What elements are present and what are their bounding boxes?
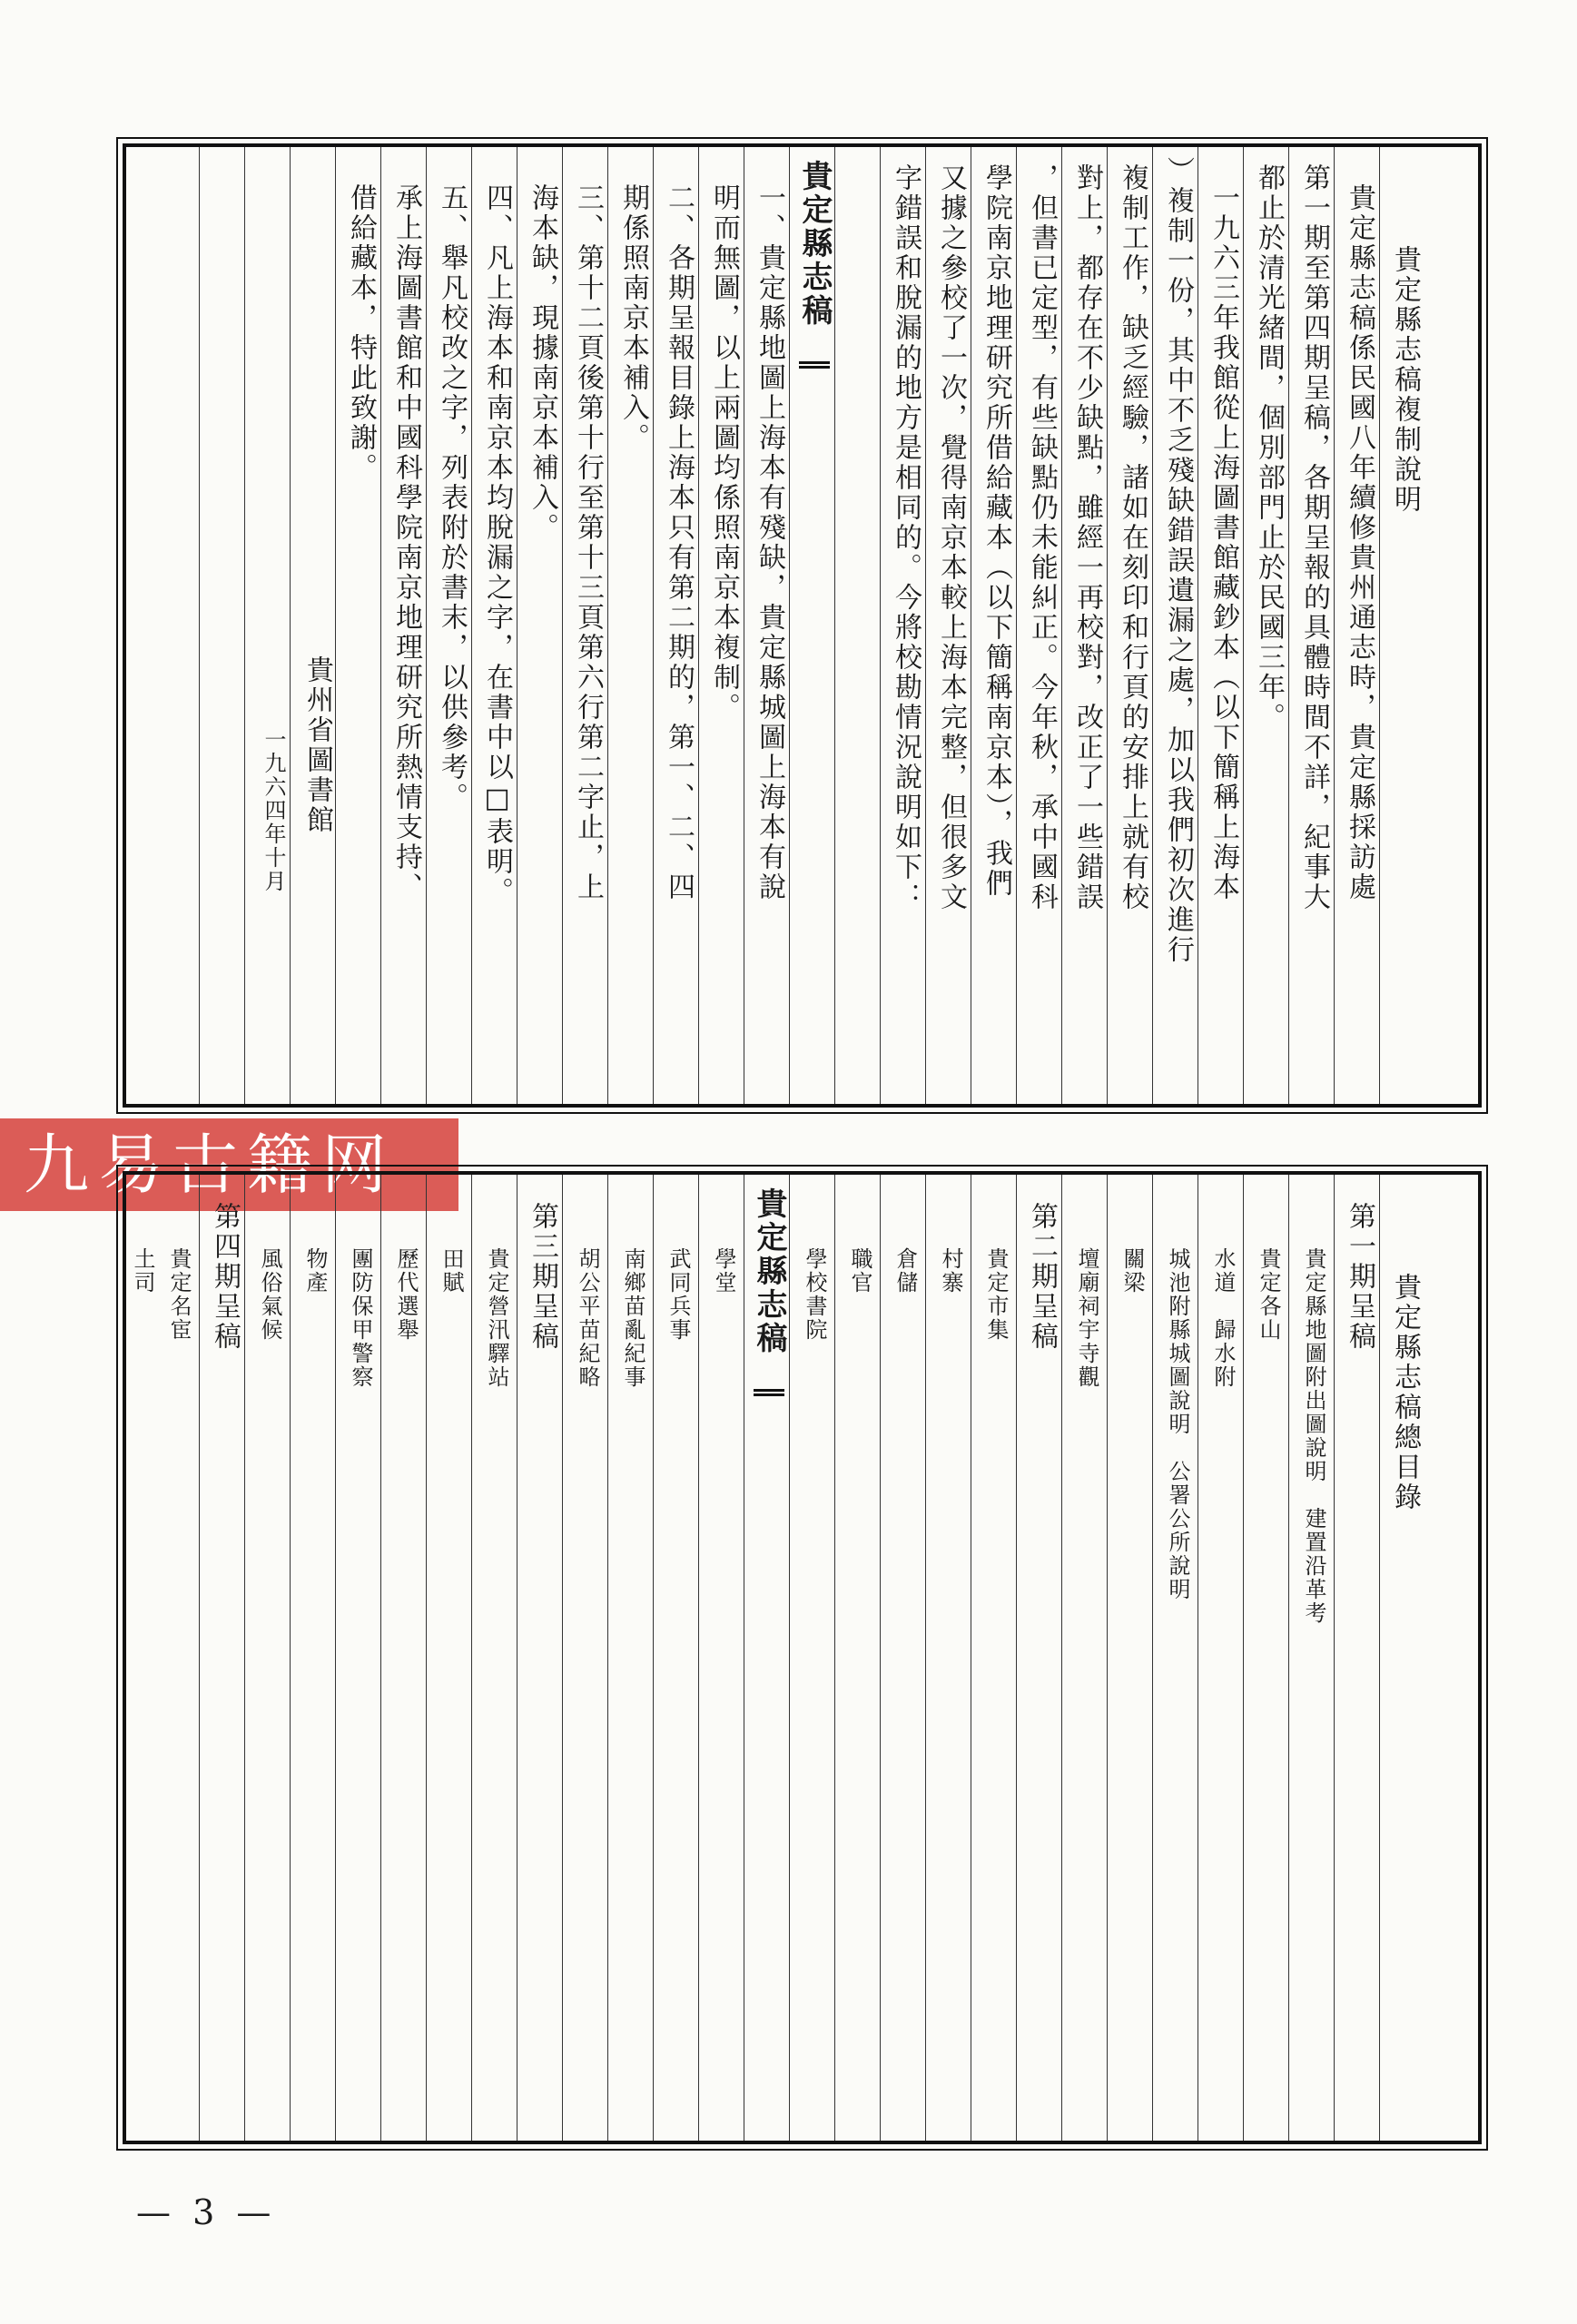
header-label: 貴定縣志稿 [751, 1187, 787, 1355]
contents-entry: 胡公平苗紀略 [575, 1247, 600, 1389]
double-rule [754, 1389, 784, 1396]
page-number: — 3 — [136, 2192, 277, 2232]
note-item: 承上海圖書館和中國科學院南京地理研究所熱情支持、 [390, 183, 422, 902]
column-rule [607, 1175, 608, 2141]
column-rule [1061, 147, 1062, 1104]
column-rule [698, 1175, 699, 2141]
column-rule [698, 147, 699, 1104]
column-rule [880, 1175, 881, 2141]
column-rule [834, 1175, 835, 2141]
contents-entry: 南鄉苗亂紀事 [620, 1247, 646, 1389]
preface-line: ）複制一份，其中不乏殘缺錯誤遺漏之處，加以我們初次進行 [1162, 156, 1194, 965]
preface-title: 貴定縣志稿複制說明 [1389, 245, 1421, 515]
column-rule [789, 1175, 790, 2141]
column-rule [1152, 1175, 1153, 2141]
column-rule [199, 1175, 200, 2141]
contents-entry: 風俗氣候 [257, 1247, 282, 1342]
column-rule [1334, 1175, 1335, 2141]
phase4-heading: 第四期呈稿 [209, 1202, 241, 1352]
contents-title: 貴定縣志稿總目錄 [1389, 1273, 1421, 1512]
column-rule [1379, 147, 1380, 1104]
preface-panel [123, 143, 1482, 1108]
contents-entry: 武同兵事 [665, 1247, 691, 1342]
phase2-heading: 第二期呈稿 [1026, 1202, 1058, 1352]
preface-line: 又據之參校了一次，覺得南京本較上海本完整，但很多文 [935, 163, 967, 912]
column-rule [426, 147, 427, 1104]
column-rule [380, 147, 381, 1104]
column-rule [335, 147, 336, 1104]
column-rule [471, 147, 472, 1104]
contents-entry: 貴定市集 [983, 1247, 1009, 1342]
contents-entry: 學校書院 [802, 1247, 827, 1342]
contents-entry: 物產 [302, 1247, 328, 1295]
column-rule [1243, 147, 1244, 1104]
contents-entry: 土司 [130, 1247, 155, 1295]
column-rule [880, 147, 881, 1104]
note-item: 二、各期呈報目錄上海本只有第二期的，第一、二、四 [663, 183, 695, 902]
column-rule [1152, 147, 1153, 1104]
phase1-heading: 第一期呈稿 [1344, 1202, 1375, 1352]
contents-entry: 貴定縣地圖附出圖說明 建置沿革考 [1301, 1247, 1326, 1625]
header-label: 貴定縣志稿 [796, 160, 833, 328]
column-rule [562, 1175, 563, 2141]
preface-line: 貴定縣志稿係民國八年續修貴州通志時，貴定縣採訪處 [1344, 183, 1375, 902]
column-rule [789, 147, 790, 1104]
watermark-banner: 九易古籍网 [0, 1118, 458, 1211]
note-item: 海本缺，現據南京本補入。 [527, 183, 558, 543]
note-item: 明而無圖，以上兩圖均係照南京本複制。 [708, 183, 740, 723]
column-rule [290, 147, 291, 1104]
preface-line: 第一期至第四期呈稿，各期呈報的具體時間不詳，紀事大 [1298, 163, 1330, 912]
column-rule [562, 147, 563, 1104]
note-item: 四、凡上海本和南京本均脫漏之字，在書中以□表明。 [481, 183, 513, 907]
note-item: 借給藏本，特此致謝。 [345, 183, 377, 483]
double-rule [799, 361, 830, 369]
note-item: 三、第十二頁後第十行至第十三頁第六行第二字止，上 [572, 183, 604, 902]
column-rule [1288, 147, 1289, 1104]
note-item: 期係照南京本補入。 [617, 183, 649, 453]
note-item: 一、貴定縣地圖上海本有殘缺，貴定縣城圖上海本有說 [754, 183, 785, 902]
contents-entry: 田賦 [439, 1247, 464, 1295]
column-rule [244, 147, 245, 1104]
column-rule [471, 1175, 472, 2141]
column-rule [925, 147, 926, 1104]
column-rule [380, 1175, 381, 2141]
column-rule [1016, 147, 1017, 1104]
column-rule [1107, 1175, 1108, 2141]
column-rule [244, 1175, 245, 2141]
column-rule [653, 147, 654, 1104]
column-rule [925, 1175, 926, 2141]
column-rule [834, 147, 835, 1104]
contents-entry: 村寨 [938, 1247, 963, 1295]
column-rule [426, 1175, 427, 2141]
contents-entry: 壇廟祠宇寺觀 [1074, 1247, 1099, 1389]
signature-org: 貴州省圖書館 [301, 655, 333, 835]
column-rule [1107, 147, 1108, 1104]
column-rule [1334, 147, 1335, 1104]
column-rule [335, 1175, 336, 2141]
contents-entry: 團防保甲警察 [348, 1247, 373, 1389]
column-rule [1379, 1175, 1380, 2141]
phase3-heading: 第三期呈稿 [527, 1202, 558, 1352]
contents-entry: 貴定營汛驛站 [484, 1247, 509, 1389]
contents-entry: 歷代選舉 [393, 1247, 419, 1342]
column-rule [1016, 1175, 1017, 2141]
preface-line: 學院南京地理研究所借給藏本（以下簡稱南京本），我們 [981, 163, 1012, 899]
column-rule [199, 147, 200, 1104]
contents-entry: 倉儲 [892, 1247, 918, 1295]
preface-line: 對上，都存在不少缺點，雖經一再校對，改正了一些錯誤 [1071, 163, 1103, 912]
preface-line: 都止於清光緒間，個別部門止於民國三年。 [1253, 163, 1285, 733]
contents-entry: 學堂 [711, 1247, 736, 1295]
column-rule [607, 147, 608, 1104]
contents-panel [123, 1171, 1482, 2144]
column-rule [653, 1175, 654, 2141]
preface-line: 複制工作，缺乏經驗，諸如在刻印和行頁的安排上就有校 [1117, 163, 1148, 912]
contents-entry: 城池附縣城圖說明 公署公所說明 [1165, 1247, 1190, 1601]
preface-line: 字錯誤和脫漏的地方是相同的。今將校勘情況說明如下： [890, 163, 922, 912]
contents-entry: 貴定各山 [1256, 1247, 1281, 1342]
column-rule [1243, 1175, 1244, 2141]
signature-date: 一九六四年十月 [261, 728, 286, 893]
column-rule [1288, 1175, 1289, 2141]
contents-entry: 職官 [847, 1247, 872, 1295]
contents-entry: 水道 歸水附 [1210, 1247, 1236, 1389]
column-rule [1061, 1175, 1062, 2141]
preface-line: 一九六三年我館從上海圖書館藏鈔本（以下簡稱上海本 [1207, 183, 1239, 902]
column-rule [290, 1175, 291, 2141]
contents-entry: 關梁 [1119, 1247, 1145, 1295]
contents-entry: 貴定名宦 [166, 1247, 192, 1342]
note-item: 五、舉凡校改之字，列表附於書末，以供參考。 [436, 183, 468, 812]
preface-line: ，但書已定型，有些缺點仍未能糾正。今年秋，承中國科 [1026, 163, 1058, 912]
